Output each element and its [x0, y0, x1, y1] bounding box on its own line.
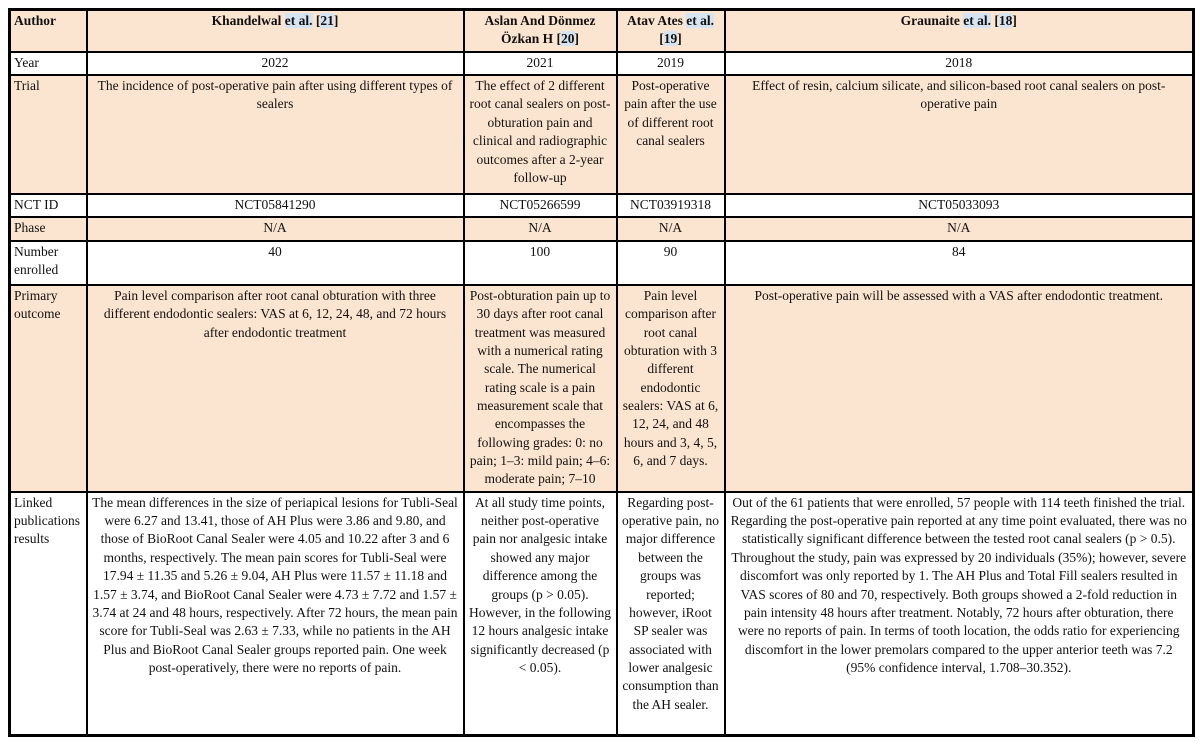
table-cell: Post-operative pain after the use of different root canal sealers [617, 75, 725, 194]
table-row-phase [10, 217, 1194, 240]
author-text: ] [677, 31, 682, 47]
table-cell: Effect of resin, calcium silicate, and silicon-based root canal sealers on post-operative pain [725, 75, 1194, 194]
table-cell: Pain level comparison after root canal obturation with 3 different endodontic sealers: VAS at 6, 12, 24, and 48 hours and 3, 4, 5, 6, and 7 days. [617, 285, 725, 492]
author-header-cell [617, 10, 725, 52]
table-row-trial [10, 75, 1194, 194]
table-cell: NCT05033093 [725, 194, 1194, 217]
table-cell: 2021 [464, 52, 617, 75]
row-label-author: Author [10, 10, 87, 52]
author-header-cell [725, 10, 1194, 52]
table-cell: Post-obturation pain up to 30 days after root canal treatment was measured with a numerical rating scale. The numerical rating scale is a pain measurement scale that encompasses the following grades: 0: no pain; 1–3: mild pain; 4–6: moderate pain; 7–10 [464, 285, 617, 492]
table-row-linked-publications-results [10, 492, 1194, 736]
table-cell: 40 [87, 241, 464, 285]
table-cell: 2019 [617, 52, 725, 75]
author-text: Khandelwal [211, 13, 285, 28]
row-label-year: Year [10, 52, 87, 75]
table-cell: 90 [617, 241, 725, 285]
author-text: ] [574, 31, 579, 47]
table-cell: NCT05841290 [87, 194, 464, 217]
author-header-cell [464, 10, 617, 52]
author-text: [ [659, 31, 664, 47]
study-comparison-table [8, 8, 1195, 737]
table-row-author [10, 10, 1194, 52]
citation-highlight[interactable]: 19 [663, 31, 678, 47]
citation-highlight[interactable]: et al. [686, 13, 714, 28]
citation-highlight[interactable]: 20 [561, 31, 575, 47]
author-text: Atav Ates [627, 13, 687, 28]
table-cell: 84 [725, 241, 1194, 285]
table-cell: 2018 [725, 52, 1194, 75]
row-label-phase: Phase [10, 217, 87, 240]
author-text: [ [312, 13, 321, 28]
author-text: [ [991, 13, 999, 28]
table-row-nct-id [10, 194, 1194, 217]
table-row-number-enrolled [10, 241, 1194, 285]
citation-highlight[interactable]: 21 [320, 13, 334, 28]
study-comparison-table-wrap [8, 8, 1195, 737]
table-row-primary-outcome [10, 285, 1194, 492]
table-cell: NCT05266599 [464, 194, 617, 217]
table-cell: The effect of 2 different root canal sealers on post-obturation pain and clinical and radiographic outcomes after a 2-year follow-up [464, 75, 617, 194]
citation-highlight[interactable]: et al. [963, 13, 991, 28]
table-cell: 2022 [87, 52, 464, 75]
table-cell: 100 [464, 241, 617, 285]
table-cell: At all study time points, neither post-operative pain nor analgesic intake showed any major difference among the groups (p > 0.05). However, in the following 12 hours analgesic intake significantly decreased (p < 0.05). [464, 492, 617, 736]
citation-highlight[interactable]: 18 [998, 13, 1013, 28]
citation-highlight[interactable]: et al. [284, 13, 313, 28]
table-cell: N/A [464, 217, 617, 240]
table-row-year [10, 52, 1194, 75]
table-cell: N/A [725, 217, 1194, 240]
row-label-trial: Trial [10, 75, 87, 194]
table-cell: The incidence of post-operative pain after using different types of sealers [87, 75, 464, 194]
table-cell: Out of the 61 patients that were enrolled, 57 people with 114 teeth finished the trial. Regarding the post-operative pain reported at any time point evaluated, there was no statistically significant difference between the tested root canal sealers (p > 0.5). Throughout the study, pain was expressed by 20 individuals (35%); however, severe discomfort was only reported by 1. The AH Plus and Total Fill sealers resulted in VAS scores of 80 and 70, respectively. Both groups showed a 2-fold reduction in pain intensity 48 hours after treatment. Notably, 72 hours after obturation, there were no reports of pain. In terms of tooth location, the odds ratio for experiencing discomfort in the lower premolars compared to the upper anterior teeth was 7.2 (95% confidence interval, 1.708–30.352). [725, 492, 1194, 736]
author-text: ] [333, 13, 339, 28]
row-label-primary-outcome: Primary outcome [10, 285, 87, 492]
author-header-cell [87, 10, 464, 52]
table-cell: NCT03919318 [617, 194, 725, 217]
table-cell: The mean differences in the size of periapical lesions for Tubli-Seal were 6.27 and 13.41, those of AH Plus were 3.86 and 9.80, and those of BioRoot Canal Sealer were 4.05 and 10.22 after 3 and 6 months, respectively. The mean pain scores for Tubli-Seal were 17.94 ± 11.35 and 5.26 ± 9.04, AH Plus were 11.57 ± 11.18 and 1.57 ± 3.74, and BioRoot Canal Sealer were 4.73 ± 7.72 and 1.57 ± 3.74 at 24 and 48 hours, respectively. After 72 hours, the mean pain score for Tubli-Seal was 2.63 ± 7.33, while no patients in the AH Plus and BioRoot Canal Sealer groups reported pain. One week post-operatively, there were no reports of pain. [87, 492, 464, 736]
row-label-nct-id: NCT ID [10, 194, 87, 217]
author-text: Graunaite [900, 13, 964, 28]
row-label-linked-publications-results: Linked publications results [10, 492, 87, 736]
row-label-number-enrolled: Number enrolled [10, 241, 87, 285]
author-text: ] [1012, 13, 1017, 28]
table-cell: N/A [87, 217, 464, 240]
author-text: Aslan And Dönmez Özkan H [ [484, 13, 596, 47]
table-cell: N/A [617, 217, 725, 240]
table-cell: Regarding post-operative pain, no major difference between the groups was reported; however, iRoot SP sealer was associated with lower analgesic consumption than the AH sealer. [617, 492, 725, 736]
table-cell: Post-operative pain will be assessed with a VAS after endodontic treatment. [725, 285, 1194, 492]
table-cell: Pain level comparison after root canal obturation with three different endodontic sealers: VAS at 6, 12, 24, 48, and 72 hours after endodontic treatment [87, 285, 464, 492]
